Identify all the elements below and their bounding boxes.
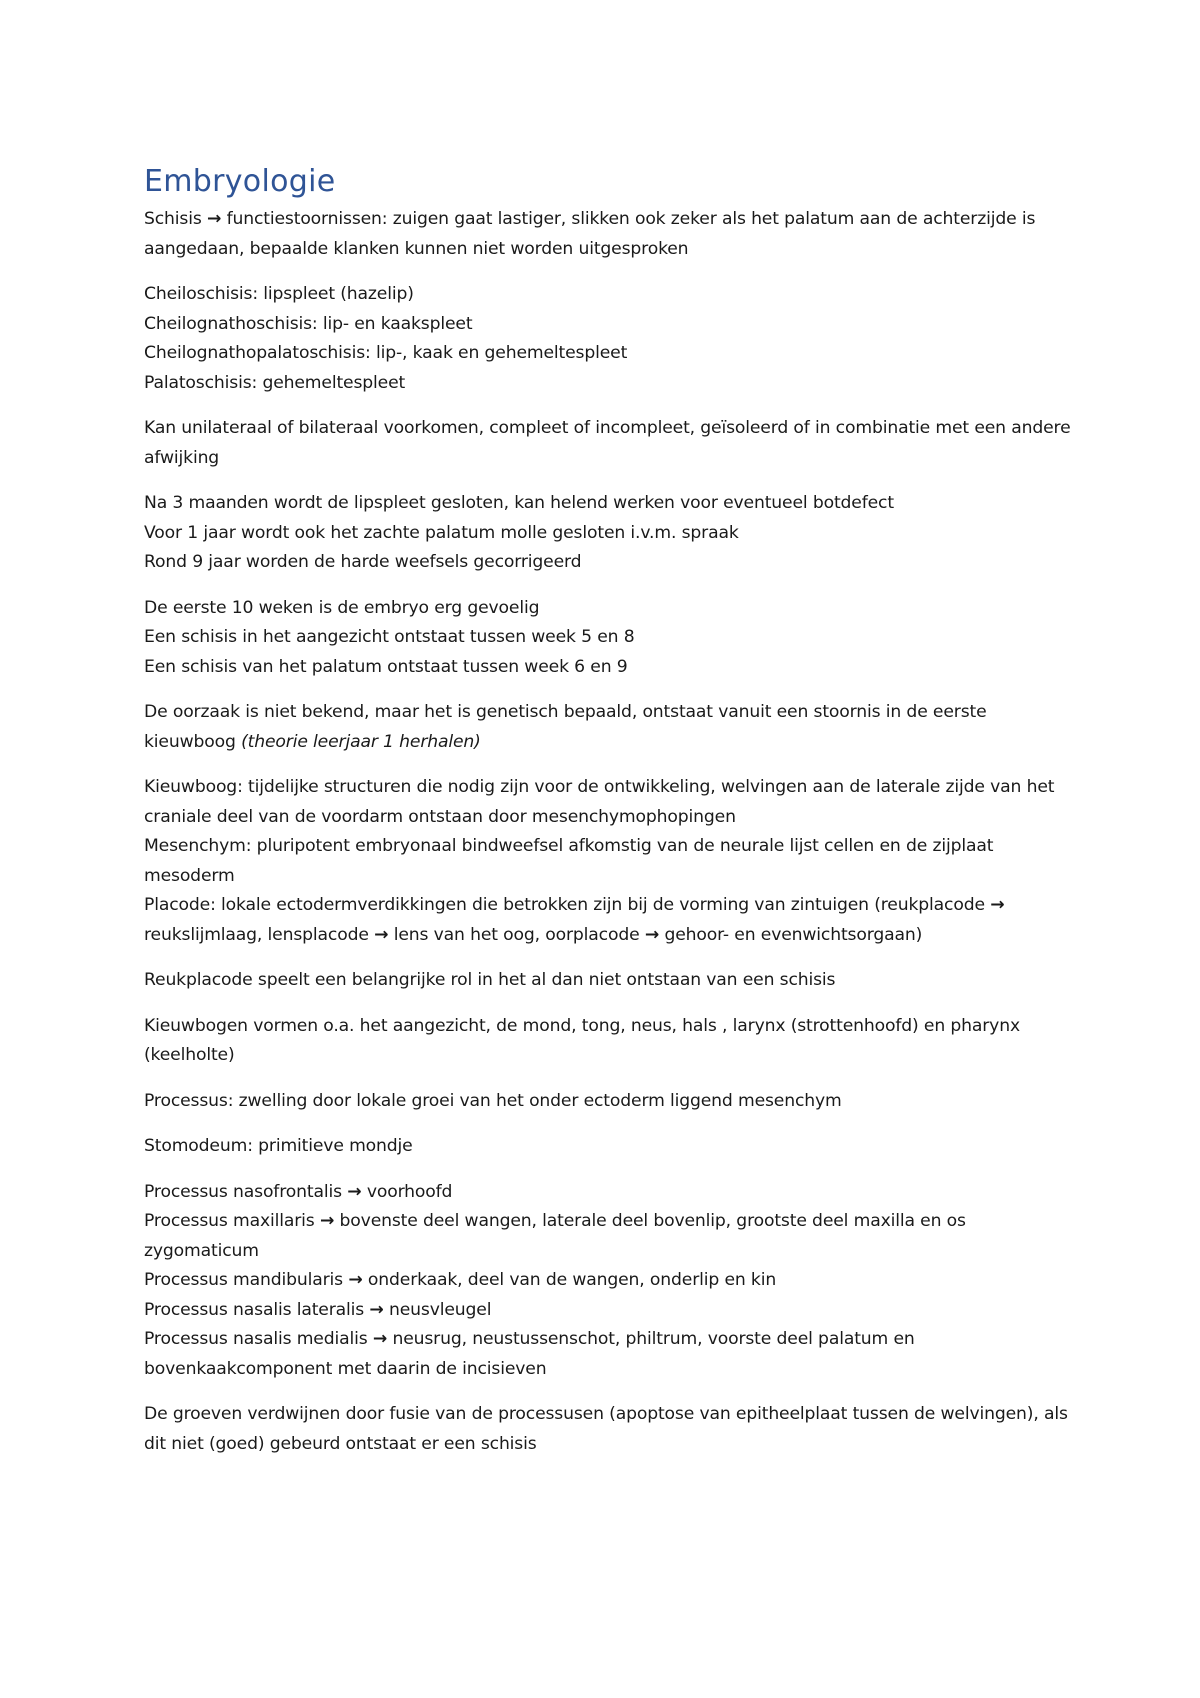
- paragraph-processus: Processus: zwelling door lokale groei van het onder ectoderm liggend mesenchym: [144, 1090, 842, 1111]
- list-item: Palatoschisis: gehemeltespleet: [144, 372, 406, 393]
- arrow-icon: →: [990, 895, 1005, 915]
- processus-term: Processus nasalis medialis: [144, 1329, 368, 1349]
- list-item: Cheilognathoschisis: lip- en kaakspleet: [144, 313, 473, 334]
- arrow-icon: →: [644, 924, 660, 945]
- list-item: Cheiloschisis: lipspleet (hazelip): [144, 284, 414, 304]
- list-item: [144, 1266, 1074, 1296]
- processus-desc: voorhoofd: [366, 1181, 453, 1202]
- arrow-icon: →: [348, 1270, 363, 1290]
- processus-desc: onderkaak, deel van de wangen, onderlip en kin: [367, 1270, 777, 1290]
- processus-desc: bovenste deel wangen, laterale deel bovenlip, grootste deel maxilla en os zygomaticum: [144, 1211, 966, 1261]
- list-item: Een schisis in het aangezicht ontstaat tussen week 5 en 8: [144, 627, 635, 647]
- list-item: Na 3 maanden wordt de lipspleet gesloten, kan helend werken voor eventueel botdefect: [144, 493, 894, 513]
- placode-text: reukslijmlaag, lensplacode: [144, 924, 369, 945]
- processus-term: Processus nasalis lateralis: [144, 1299, 365, 1320]
- processus-desc: neusrug, neustussenschot, philtrum, voorste deel palatum en bovenkaakcomponent met daarin de incisieven: [144, 1329, 915, 1379]
- schisis-text: functiestoornissen: zuigen gaat lastiger, slikken ook zeker als het palatum aan de achterzijde is aangedaan, bepaalde klanken kunnen niet worden uitgesproken: [144, 209, 1036, 259]
- processus-term: Processus nasofrontalis: [144, 1181, 342, 1202]
- arrow-icon: →: [372, 1329, 388, 1349]
- schisis-label: Schisis: [144, 209, 202, 229]
- list-item: De eerste 10 weken is de embryo erg gevoelig: [144, 597, 540, 618]
- list-item: [144, 1325, 1074, 1384]
- document-title: Embryologie: [144, 164, 336, 199]
- paragraph-kieuwbogen: Kieuwbogen vormen o.a. het aangezicht, de mond, tong, neus, hals , larynx (strottenhoofd) en pharynx (keelholte): [144, 1015, 1020, 1065]
- paragraph-cause: [144, 698, 1074, 757]
- paragraph-stomodeum: Stomodeum: primitieve mondje: [144, 1136, 413, 1156]
- list-item: [144, 1296, 1074, 1326]
- paragraph-types: [144, 280, 1074, 398]
- list-item: [144, 1178, 1074, 1208]
- paragraph-occurrence: Kan unilateraal of bilateraal voorkomen, compleet of incompleet, geïsoleerd of in combinatie met een andere afwijking: [144, 418, 1071, 468]
- placode-text: gehoor- en evenwichtsorgaan): [664, 924, 923, 945]
- paragraph-definitions: [144, 773, 1074, 950]
- paragraph-reukplacode: Reukplacode speelt een belangrijke rol in het al dan niet ontstaan van een schisis: [144, 970, 836, 990]
- arrow-icon: →: [374, 924, 389, 945]
- paragraph-groeven: De groeven verdwijnen door fusie van de processusen (apoptose van epitheelplaat tussen de welvingen), als dit niet (goed) gebeurd ontstaat er een schisis: [144, 1404, 1068, 1454]
- list-item: [144, 1207, 1074, 1266]
- placode-text: lens van het oog, oorplacode: [393, 924, 640, 945]
- paragraph-weeks: [144, 594, 1074, 683]
- arrow-icon: →: [369, 1299, 384, 1320]
- list-item: Cheilognathopalatoschisis: lip-, kaak en gehemeltespleet: [144, 343, 628, 363]
- placode-text: Placode: lokale ectodermverdikkingen die betrokken zijn bij de vorming van zintuigen (reukplacode: [144, 895, 985, 915]
- arrow-icon: →: [319, 1211, 335, 1231]
- definition-mesenchym: Mesenchym: pluripotent embryonaal bindweefsel afkomstig van de neurale lijst cellen en de zijplaat mesoderm: [144, 836, 994, 886]
- list-item: Voor 1 jaar wordt ook het zachte palatum molle gesloten i.v.m. spraak: [144, 522, 739, 543]
- cause-text: De oorzaak is niet bekend, maar het is genetisch bepaald, ontstaat vanuit een stoornis in de eerste kieuwboog: [144, 702, 987, 752]
- list-item: Rond 9 jaar worden de harde weefsels gecorrigeerd: [144, 552, 582, 572]
- paragraph-schisis: [144, 205, 1074, 264]
- paragraph-treatment: [144, 489, 1074, 578]
- processus-term: Processus mandibularis: [144, 1270, 343, 1290]
- processus-desc: neusvleugel: [389, 1299, 492, 1320]
- arrow-icon: →: [347, 1181, 362, 1202]
- list-item: Een schisis van het palatum ontstaat tussen week 6 en 9: [144, 656, 628, 677]
- document-page: [144, 162, 1074, 1475]
- arrow-icon: →: [207, 209, 222, 229]
- processus-term: Processus maxillaris: [144, 1211, 315, 1231]
- definition-kieuwboog: Kieuwboog: tijdelijke structuren die nodig zijn voor de ontwikkeling, welvingen aan de laterale zijde van het craniale deel van de voordarm ontstaan door mesenchymophopingen: [144, 777, 1055, 827]
- cause-note: (theorie leerjaar 1 herhalen): [241, 731, 481, 752]
- paragraph-processus-list: [144, 1178, 1074, 1385]
- definition-placode: [144, 891, 1074, 950]
